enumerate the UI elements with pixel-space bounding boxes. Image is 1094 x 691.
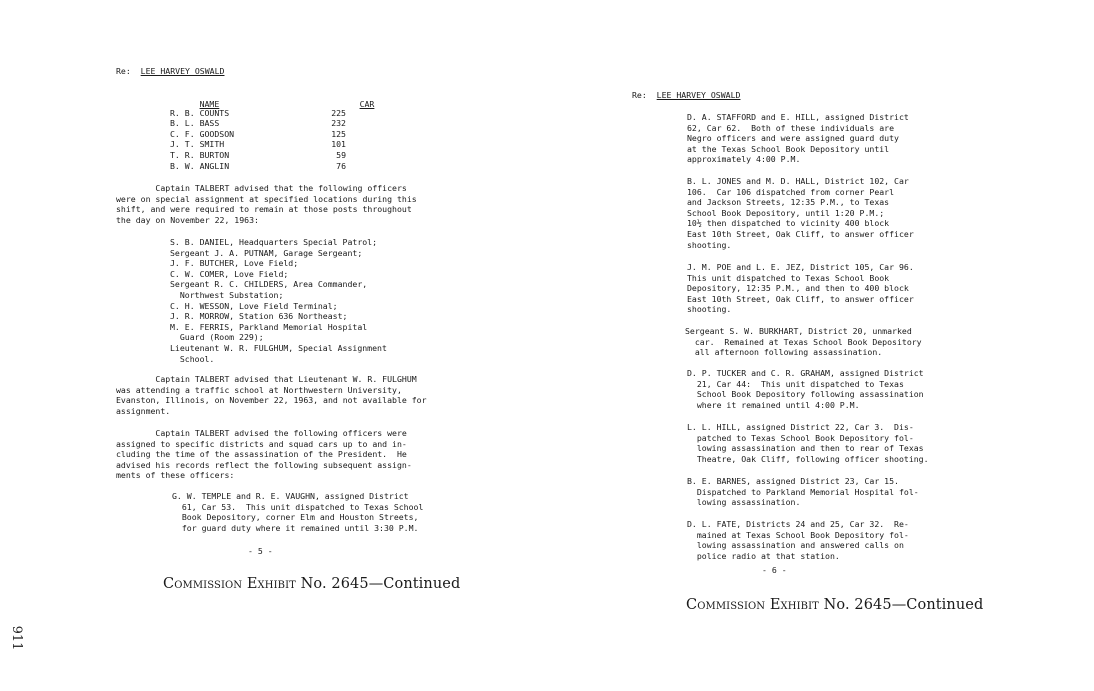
car-number: 101 xyxy=(331,139,346,150)
text-line: shooting. xyxy=(687,239,732,250)
list-line: C. W. COMER, Love Field; xyxy=(170,268,289,279)
re-subject: LEE HARVEY OSWALD xyxy=(140,66,225,76)
car-number: 225 xyxy=(331,107,346,118)
text-line: approximately 4:00 P.M. xyxy=(687,154,801,165)
officer-entry xyxy=(687,262,914,315)
officer-name: J. T. SMITH xyxy=(170,139,225,150)
officer-entry xyxy=(687,519,909,561)
text-line: D. P. TUCKER and C. R. GRAHAM, assigned District xyxy=(687,368,924,378)
list-line: M. E. FERRIS, Parkland Memorial Hospital xyxy=(170,321,368,332)
officer-entry xyxy=(687,368,924,410)
table-row xyxy=(170,118,374,129)
text-line: 62, Car 62. Both of these individuals are xyxy=(687,122,895,133)
text-line: Captain TALBERT advised the following officers were xyxy=(116,428,407,438)
page-number-right: - 6 - xyxy=(762,565,787,575)
car-number: 76 xyxy=(336,160,346,171)
paragraph-district-assignments xyxy=(116,428,412,481)
text-line: Captain TALBERT advised that Lieutenant W. R. FULGHUM xyxy=(116,374,417,384)
text-line: police radio at that station. xyxy=(687,550,840,561)
text-line: at the Texas School Book Depository until xyxy=(687,143,890,154)
list-line: S. B. DANIEL, Headquarters Special Patrol; xyxy=(170,237,378,247)
text-line: D. L. FATE, Districts 24 and 25, Car 32. Re- xyxy=(687,519,909,529)
car-number: 59 xyxy=(336,149,346,160)
re-heading-right xyxy=(632,90,740,101)
text-line: where it remained until 4:00 P.M. xyxy=(687,399,860,410)
text-line: assigned to specific districts and squad cars up to and in- xyxy=(116,438,407,449)
text-line: School Book Depository following assassination xyxy=(687,389,924,400)
text-line: 61, Car 53. This unit dispatched to Texas School xyxy=(172,501,424,512)
officer-entry xyxy=(685,326,922,358)
list-line: Lieutenant W. R. FULGHUM, Special Assignment xyxy=(170,342,387,353)
text-line: cluding the time of the assassination of the President. He xyxy=(116,449,407,460)
caption-rest: No. 2645—Continued xyxy=(295,576,461,592)
re-subject: LEE HARVEY OSWALD xyxy=(656,90,741,100)
list-line: Guard (Room 229); xyxy=(170,332,264,343)
text-line: Depository, 12:35 P.M., and then to 400 block xyxy=(687,283,909,294)
text-line: This unit dispatched to Texas School Book xyxy=(687,272,890,283)
text-line: 106. Car 106 dispatched from corner Pearl xyxy=(687,186,895,197)
officer-entry xyxy=(687,112,909,165)
text-line: all afternoon following assassination. xyxy=(685,347,883,358)
caption-rest: No. 2645—Continued xyxy=(818,597,984,613)
car-number: 125 xyxy=(331,128,346,139)
officer-name: B. L. BASS xyxy=(170,118,220,129)
list-line: Sergeant J. A. PUTNAM, Garage Sergeant; xyxy=(170,247,363,258)
text-line: lowing assassination. xyxy=(687,497,801,508)
text-line: shooting. xyxy=(687,304,732,315)
re-label: Re: xyxy=(632,90,647,100)
officer-car-table xyxy=(170,88,374,171)
text-line: advised his records reflect the following subsequent assign- xyxy=(116,459,412,470)
car-number: 232 xyxy=(331,118,346,129)
caption-sc: Commission Exhibit xyxy=(163,576,296,592)
text-line: East 10th Street, Oak Cliff, to answer officer xyxy=(687,228,914,239)
margin-page-number: 911 xyxy=(9,625,24,651)
text-line: L. L. HILL, assigned District 22, Car 3. Dis- xyxy=(687,422,914,432)
text-line: lowing assassination and answered calls on xyxy=(687,540,904,551)
text-line: East 10th Street, Oak Cliff, to answer officer xyxy=(687,293,914,304)
text-line: Evanston, Illinois, on November 22, 1963, and not available for xyxy=(116,395,427,406)
text-line: shift, and were required to remain at those posts throughout xyxy=(116,204,412,215)
exhibit-caption-right xyxy=(686,597,983,613)
officer-name: B. W. ANGLIN xyxy=(170,160,230,171)
text-line: car. Remained at Texas School Book Depository xyxy=(685,336,922,347)
re-label: Re: xyxy=(116,66,131,76)
list-line: C. H. WESSON, Love Field Terminal; xyxy=(170,300,338,311)
list-line: Northwest Substation; xyxy=(170,289,284,300)
officer-entry xyxy=(687,176,914,250)
list-line: Sergeant R. C. CHILDERS, Area Commander, xyxy=(170,279,368,290)
table-row xyxy=(170,161,374,172)
table-row xyxy=(170,139,374,150)
text-line: Captain TALBERT advised that the following officers xyxy=(116,183,407,193)
table-header xyxy=(170,88,375,109)
text-line: Book Depository, corner Elm and Houston Streets, xyxy=(172,512,419,523)
caption-sc: Commission Exhibit xyxy=(686,597,819,613)
list-line: School. xyxy=(170,353,215,364)
list-line: J. R. MORROW, Station 636 Northeast; xyxy=(170,311,348,322)
text-line: J. M. POE and L. E. JEZ, District 105, Car 96. xyxy=(687,262,914,272)
text-line: B. E. BARNES, assigned District 23, Car 15. xyxy=(687,476,899,486)
text-line: lowing assassination and then to rear of Texas xyxy=(687,443,924,454)
text-line: B. L. JONES and M. D. HALL, District 102, Car xyxy=(687,176,909,186)
table-row xyxy=(170,129,374,140)
officer-entry xyxy=(687,422,929,464)
entry-temple-vaughn xyxy=(172,491,423,533)
officer-name: T. R. BURTON xyxy=(170,149,230,160)
paragraph-special-assignment xyxy=(116,183,417,225)
officer-entry xyxy=(687,476,919,508)
text-line: Theatre, Oak Cliff, following officer shooting. xyxy=(687,453,929,464)
text-line: D. A. STAFFORD and E. HILL, assigned District xyxy=(687,112,909,122)
text-line: Negro officers and were assigned guard duty xyxy=(687,133,899,144)
text-line: 21, Car 44: This unit dispatched to Texas xyxy=(687,378,904,389)
table-body xyxy=(170,108,374,172)
text-line: ments of these officers: xyxy=(116,470,235,481)
header-name: NAME xyxy=(199,98,220,109)
exhibit-caption-left xyxy=(163,576,460,592)
list-line: J. F. BUTCHER, Love Field; xyxy=(170,258,299,269)
text-line: assignment. xyxy=(116,405,171,416)
text-line: and Jackson Streets, 12:35 P.M., to Texas xyxy=(687,197,890,208)
text-line: for guard duty where it remained until 3:30 P.M. xyxy=(172,522,419,533)
text-line: Sergeant S. W. BURKHART, District 20, unmarked xyxy=(685,326,912,336)
text-line: patched to Texas School Book Depository fol- xyxy=(687,432,914,443)
table-row xyxy=(170,108,374,119)
header-car: CAR xyxy=(359,98,375,109)
officer-name: C. F. GOODSON xyxy=(170,128,235,139)
table-row xyxy=(170,150,374,161)
paragraph-fulghum xyxy=(116,374,427,416)
text-line: mained at Texas School Book Depository fol- xyxy=(687,529,909,540)
text-line: 10½ then dispatched to vicinity 400 block xyxy=(687,218,890,229)
text-line: Dispatched to Parkland Memorial Hospital fol- xyxy=(687,486,919,497)
text-line: School Book Depository, until 1:20 P.M.; xyxy=(687,207,885,218)
text-line: was attending a traffic school at Northwestern University, xyxy=(116,384,402,395)
officer-name: R. B. COUNTS xyxy=(170,107,230,118)
re-heading xyxy=(116,66,224,77)
text-line: were on special assignment at specified locations during this xyxy=(116,193,417,204)
text-line: G. W. TEMPLE and R. E. VAUGHN, assigned District xyxy=(172,491,409,501)
text-line: the day on November 22, 1963: xyxy=(116,214,259,225)
page-number-left: - 5 - xyxy=(248,546,273,556)
special-assignment-list xyxy=(170,237,387,364)
